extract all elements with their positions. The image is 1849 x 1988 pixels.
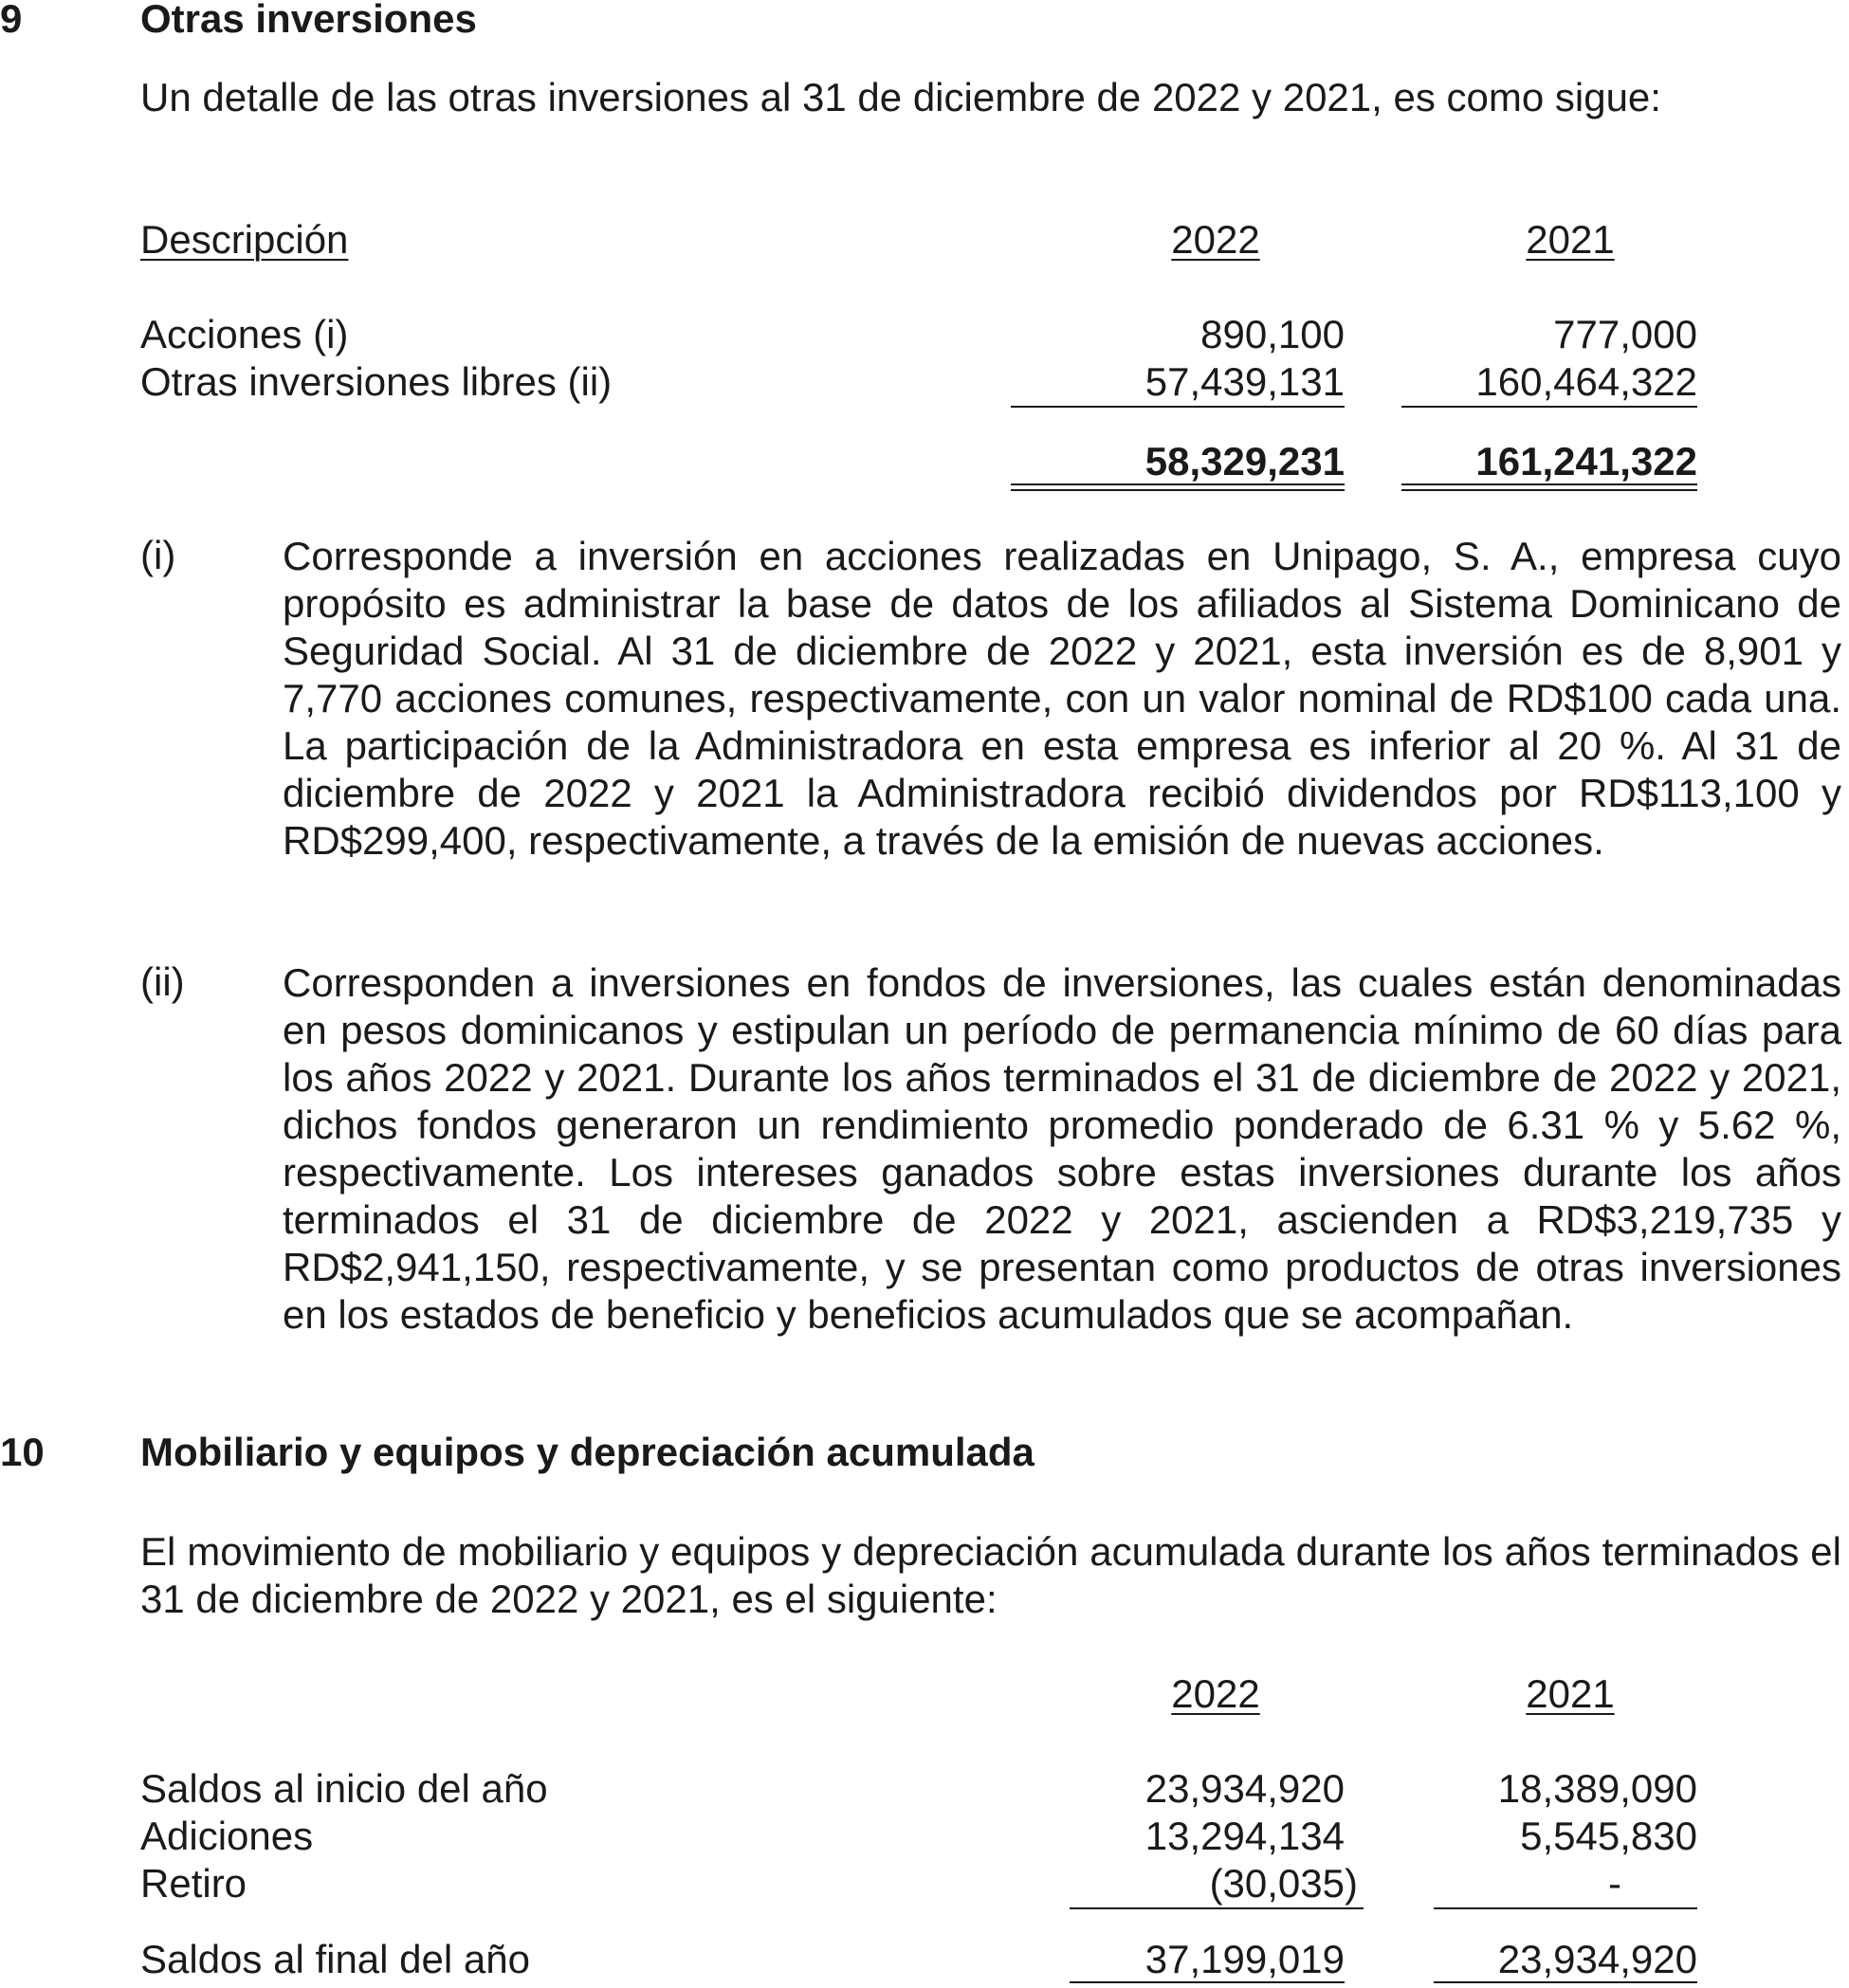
note-ii-label: (ii) <box>140 959 185 1004</box>
row-value-saldos-inicio-2021: 18,389,090 <box>1497 1766 1697 1811</box>
row-value-saldos-inicio-2022: 23,934,920 <box>1144 1766 1345 1811</box>
row-label-saldos-final: Saldos al final del año <box>140 1937 530 1981</box>
subtotal-rule-2022 <box>1011 406 1345 408</box>
final-rule-2022 <box>1070 1981 1345 1983</box>
total-rule-2022-b <box>1011 489 1345 491</box>
row-value-otras-2022: 57,439,131 <box>1144 359 1345 404</box>
retiro-rule-2021 <box>1434 1907 1697 1909</box>
row-value-acciones-2022: 890,100 <box>1200 312 1345 356</box>
row-label-adiciones: Adiciones <box>140 1814 314 1858</box>
final-rule-2021 <box>1434 1981 1697 1983</box>
section-10-intro: El movimiento de mobiliario y equipos y depreciación acumulada durante los años terminados el 31 de diciembre de 2022 y 2021, es el siguiente: <box>140 1529 1841 1621</box>
total-value-2022: 58,329,231 <box>1144 439 1345 483</box>
note-i-label: (i) <box>140 533 176 577</box>
row-value-adiciones-2022: 13,294,134 <box>1144 1814 1345 1858</box>
row-value-saldos-final-2021: 23,934,920 <box>1497 1937 1697 1981</box>
table2-header-2021: 2021 <box>1526 1671 1615 1716</box>
row-value-retiro-2021: - <box>1608 1861 1621 1906</box>
section-10-number: 10 <box>0 1430 45 1474</box>
section-9-intro: Un detalle de las otras inversiones al 31 de diciembre de 2022 y 2021, es como sigue: <box>140 75 1661 119</box>
total-rule-2021-b <box>1401 489 1697 491</box>
note-i-text: Corresponde a inversión en acciones realizadas en Unipago, S. A., empresa cuyo propósito es administrar la base de datos de los afiliados al Sistema Dominicano de Seguridad Social. Al 31 de diciembre de 2022 y 2021, esta inversión es de 8,901 y 7,770 acciones comunes, respectivamente, con un valor nominal de RD$100 cada una. La participación de la Administradora en esta empresa es inferior al 20 %. Al 31 de diciembre de 2022 y 2021 la Administradora recibió dividendos por RD$113,100 y RD$299,400, respectivamente, a través de la emisión de nuevas acciones. <box>283 534 1841 863</box>
row-label-retiro: Retiro <box>140 1861 247 1906</box>
subtotal-rule-2021 <box>1401 406 1697 408</box>
section-9-number: 9 <box>0 0 23 41</box>
section-10-title: Mobiliario y equipos y depreciación acumulada <box>140 1430 1034 1474</box>
row-value-saldos-final-2022: 37,199,019 <box>1144 1937 1345 1981</box>
row-label-saldos-inicio: Saldos al inicio del año <box>140 1766 548 1811</box>
row-value-retiro-2022: (30,035) <box>1209 1861 1358 1906</box>
table-header-description: Descripción <box>140 217 349 262</box>
section-9-title: Otras inversiones <box>140 0 477 41</box>
row-value-adiciones-2021: 5,545,830 <box>1520 1814 1697 1858</box>
row-label-acciones: Acciones (i) <box>140 312 349 356</box>
table-header-2022: 2022 <box>1171 217 1260 262</box>
retiro-rule-2022 <box>1070 1907 1364 1909</box>
total-value-2021: 161,241,322 <box>1475 439 1697 483</box>
note-ii-text: Corresponden a inversiones en fondos de inversiones, las cuales están denominadas en pesos dominicanos y estipulan un período de permanencia mínimo de 60 días para los años 2022 y 2021. Durante los años terminados el 31 de diciembre de 2022 y 2021, dichos fondos generaron un rendimiento promedio ponderado de 6.31 % y 5.62 %, respectivamente. Los intereses ganados sobre estas inversiones durante los años terminados el 31 de diciembre de 2022 y 2021, ascienden a RD$3,219,735 y RD$2,941,150, respectivamente, y se presentan como productos de otras inversiones en los estados de beneficio y beneficios acumulados que se acompañan. <box>283 960 1841 1337</box>
row-value-acciones-2021: 777,000 <box>1553 312 1697 356</box>
row-value-otras-2021: 160,464,322 <box>1475 359 1697 404</box>
table2-header-2022: 2022 <box>1171 1671 1260 1716</box>
total-rule-2021-a <box>1401 483 1697 485</box>
row-label-otras-inversiones: Otras inversiones libres (ii) <box>140 359 613 404</box>
table-header-2021: 2021 <box>1526 217 1615 262</box>
total-rule-2022-a <box>1011 483 1345 485</box>
